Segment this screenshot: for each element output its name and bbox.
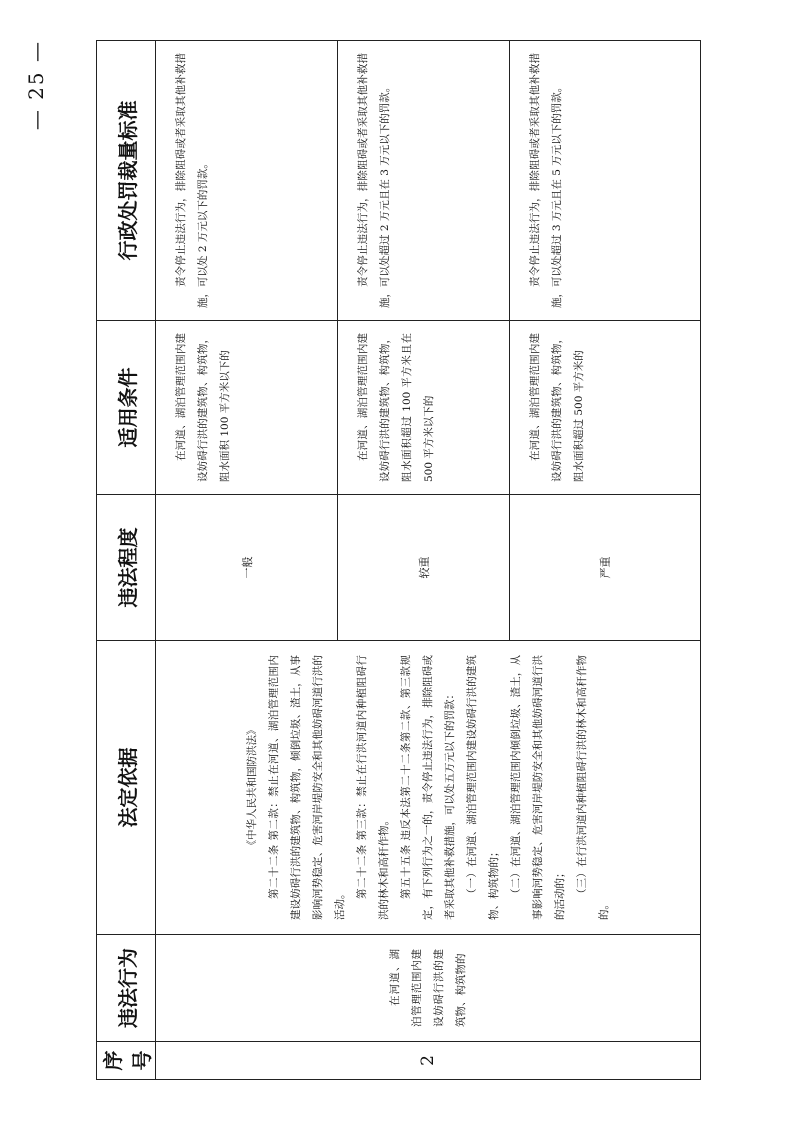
degree-cell: 一般 <box>156 495 338 641</box>
standard-cell <box>156 41 338 321</box>
basis-paragraph: 第二十二条 第三款：禁止在行洪河道内种植阻碍行洪的林木和高秆作物。 <box>356 655 390 920</box>
standard-cell <box>510 41 701 321</box>
header-standard: 行政处罚裁量标准 <box>97 41 156 321</box>
condition-cell <box>510 321 701 495</box>
header-behavior: 违法行为 <box>97 935 156 1042</box>
table-header-row <box>97 41 156 1080</box>
condition-cell <box>338 321 510 495</box>
basis-paragraph: 第五十五条 违反本法第二十二条第二款、第三款规定，有下列行为之一的，责令停止违法行为，排除阻碍或者采取其他补救措施，可以处五万元以下的罚款： <box>400 655 456 920</box>
header-seq: 序号 <box>97 1042 156 1080</box>
behavior-text: 在河道、湖泊管理范围内建设妨碍行洪的建筑物、构筑物的 <box>389 949 467 1027</box>
standard-text: 责令停止违法行为，排除阻碍或者采取其他补救措施，可以处超过 3 万元且在 5 万元以下的罚款。 <box>529 53 563 308</box>
basis-paragraph: （三）在行洪河道内种植阻碍行洪的林木和高秆作物的。 <box>576 655 610 920</box>
penalty-standard-table <box>96 40 701 1080</box>
header-condition: 适用条件 <box>97 321 156 495</box>
condition-text: 在河道、湖泊管理范围内建设妨碍行洪的建筑物、构筑物，阻水面积 100 平方米以下的 <box>175 333 231 482</box>
basis-paragraph: 第二十二条 第二款：禁止在河道、湖泊管理范围内建设妨碍行洪的建筑物、构筑物，倾倒垃圾、渣土，从事影响河势稳定、危害河岸堤防安全和其他妨碍河道行洪的活动。 <box>268 655 346 920</box>
law-title: 《中华人民共和国防洪法》 <box>246 724 258 851</box>
table-row <box>156 41 338 1080</box>
page-number: — 25 — <box>24 40 48 131</box>
seq-cell: 2 <box>156 1042 701 1080</box>
header-degree: 违法程度 <box>97 495 156 641</box>
condition-text: 在河道、湖泊管理范围内建设妨碍行洪的建筑物、构筑物，阻水面积超过 100 平方米且在 500 平方米以下的 <box>357 333 435 482</box>
standard-text: 责令停止违法行为，排除阻碍或者采取其他补救措施，可以处超过 2 万元且在 3 万元以下的罚款。 <box>357 53 391 308</box>
condition-text: 在河道、湖泊管理范围内建设妨碍行洪的建筑物、构筑物，阻水面积超过 500 平方米的 <box>529 333 585 482</box>
degree-cell: 较重 <box>338 495 510 641</box>
behavior-cell <box>156 935 701 1042</box>
condition-cell <box>156 321 338 495</box>
basis-cell <box>156 641 701 935</box>
basis-paragraph: （一）在河道、湖泊管理范围内建设妨碍行洪的建筑物、构筑物的； <box>466 655 500 920</box>
basis-paragraph: （二）在河道、湖泊管理范围内倾倒垃圾、渣土，从事影响河势稳定、危害河岸堤防安全和其他妨碍河道行洪的活动的； <box>510 655 566 920</box>
degree-cell: 严重 <box>510 495 701 641</box>
standard-cell <box>338 41 510 321</box>
header-basis: 法定依据 <box>97 641 156 935</box>
standard-text: 责令停止违法行为，排除阻碍或者采取其他补救措施，可以处 2 万元以下的罚款。 <box>175 53 209 308</box>
